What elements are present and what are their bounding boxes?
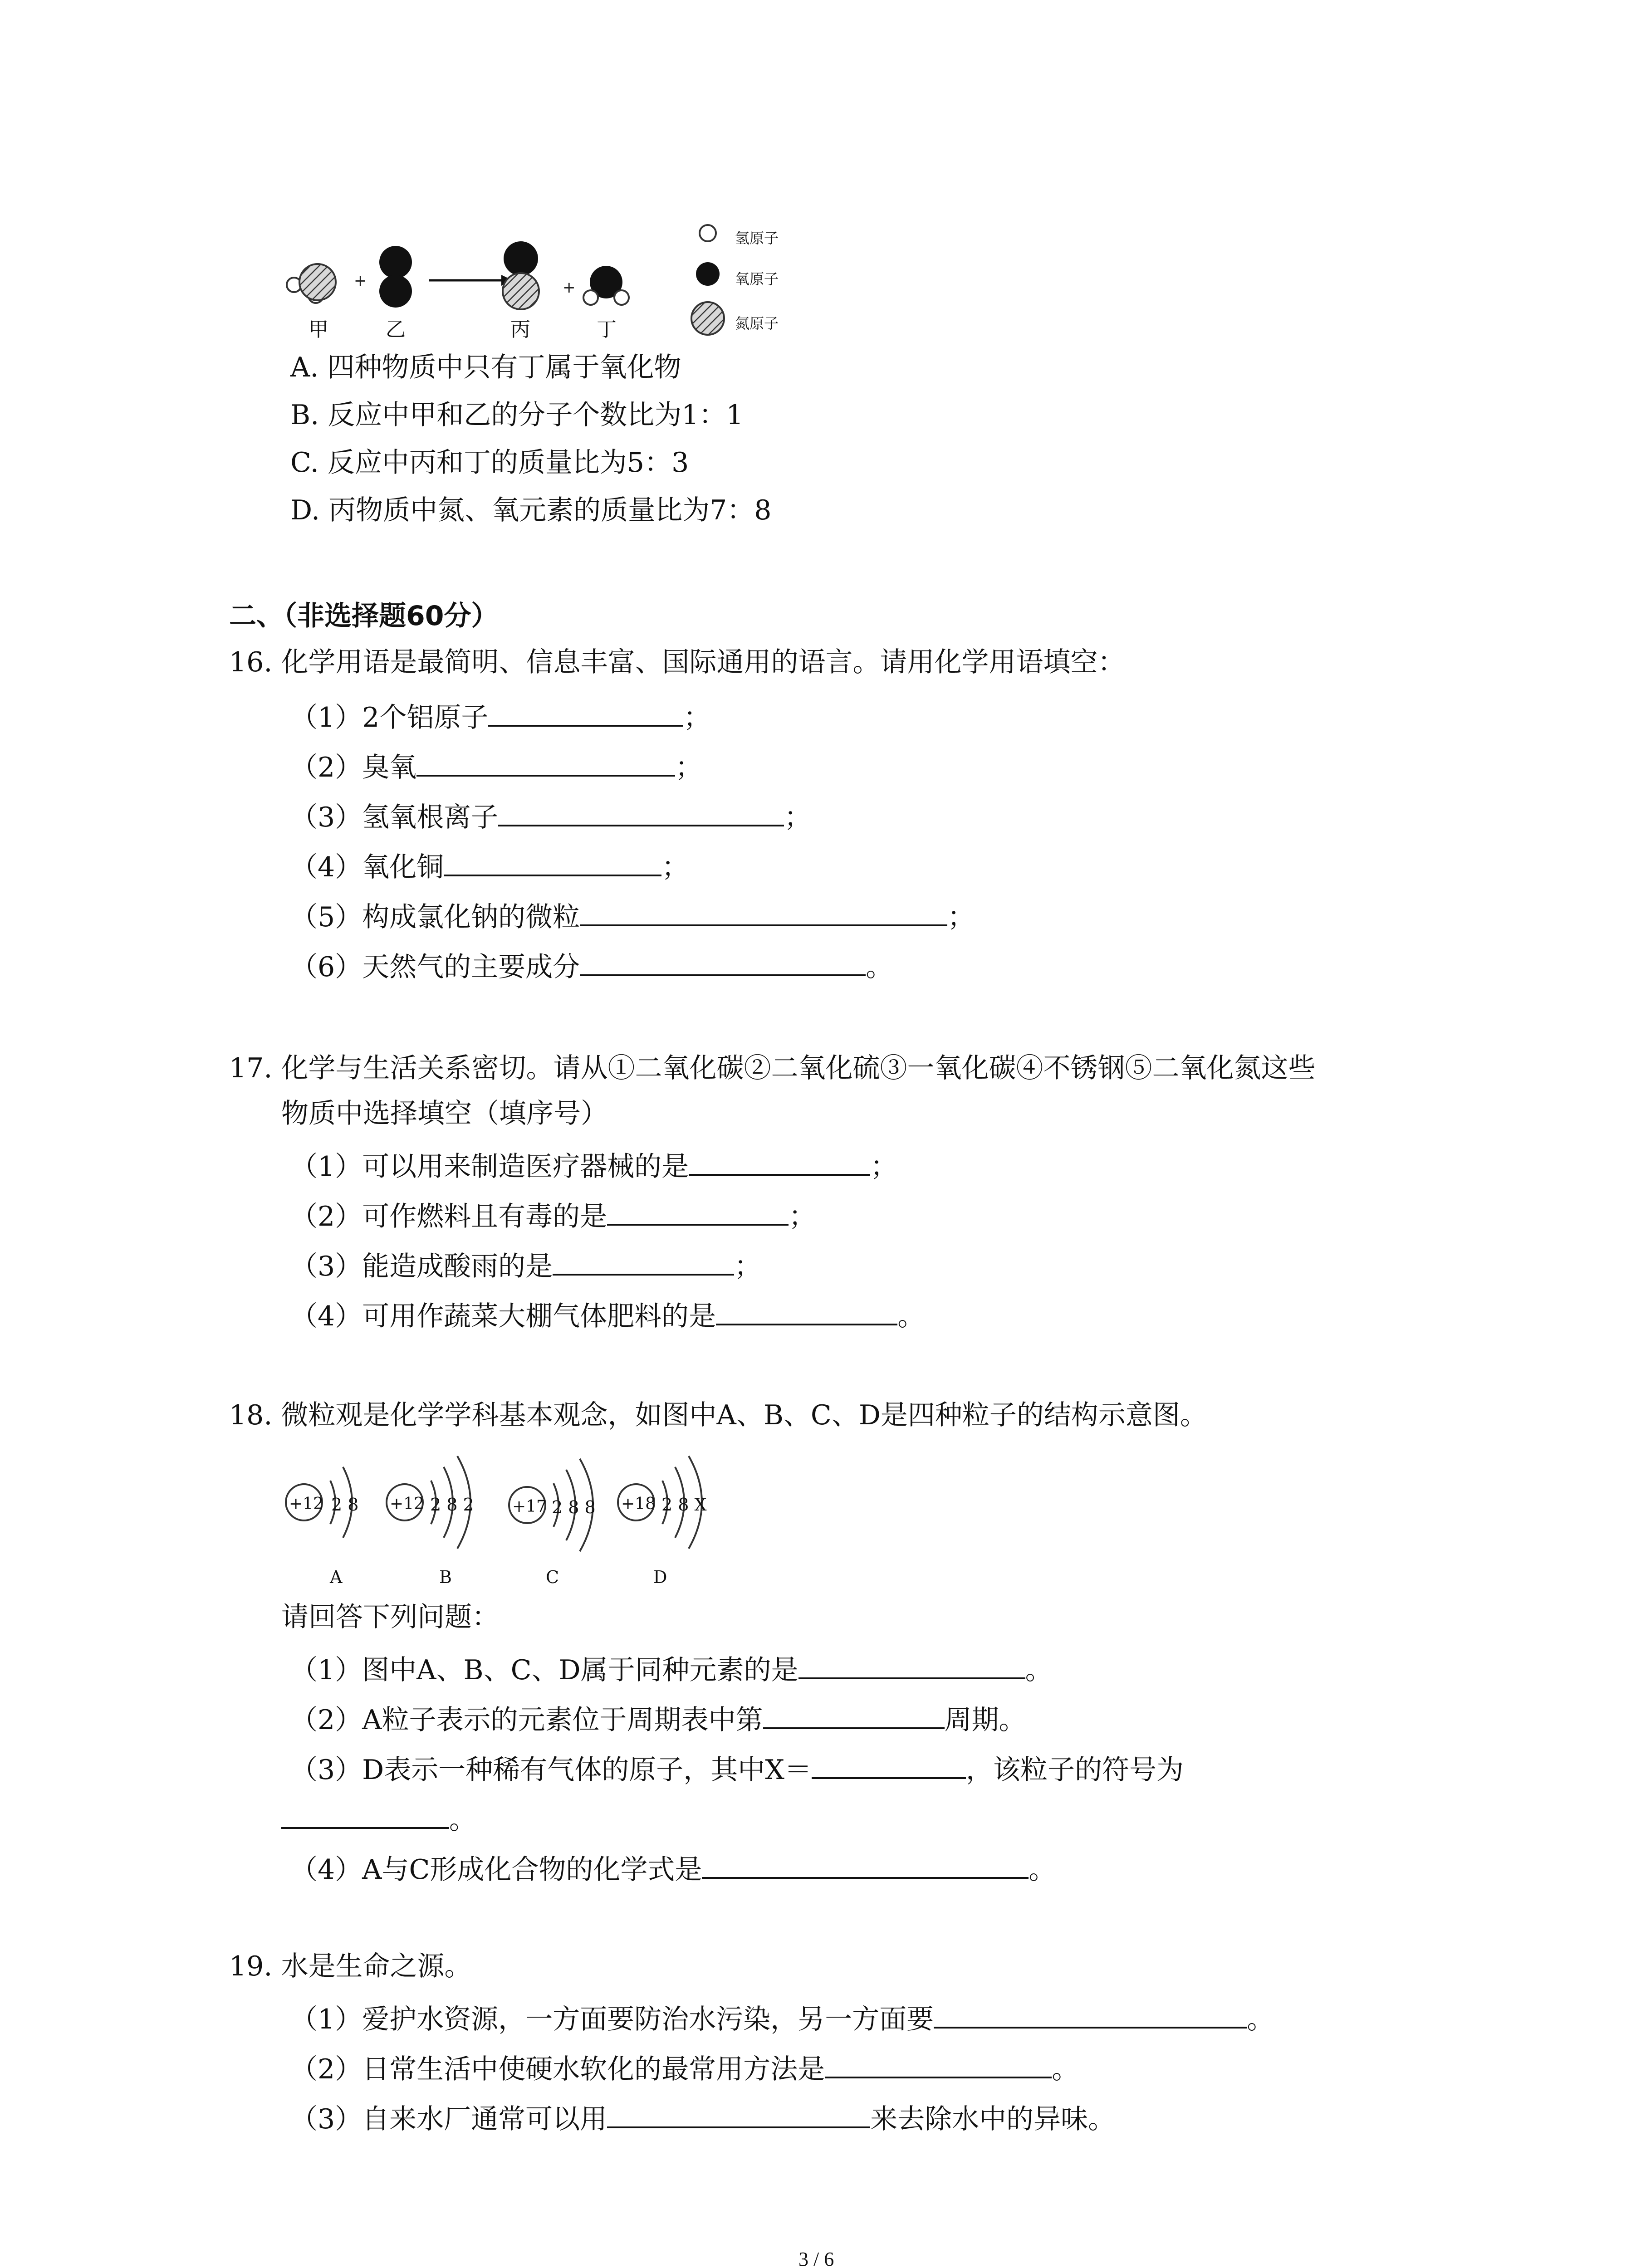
q16-stem: 16. 化学用语是最简明、信息丰富、国际通用的语言。请用化学用语填空：	[229, 646, 1125, 678]
q19-item-3-label: （3）自来水厂通常可以用	[290, 2103, 607, 2135]
particle-a-name: A	[330, 1567, 343, 1587]
q17-stem-line1: 17. 化学与生活关系密切。请从①二氧化碳②二氧化硫③一氧化碳④不锈钢⑤二氧化氮这些	[229, 1052, 1316, 1084]
option-a: A. 四种物质中只有丁属于氧化物	[290, 352, 681, 383]
particle-a-nucleus: +12	[289, 1495, 323, 1513]
q18-item-3-mid: ，该粒子的符号为	[966, 1754, 1184, 1786]
q17-item-4-end: 。	[897, 1300, 925, 1332]
q18-item-3	[290, 1751, 1184, 1784]
q18-item-2-end: 周期。	[944, 1704, 1026, 1736]
molecule-yi	[379, 246, 412, 308]
particle-c-name: C	[546, 1567, 559, 1587]
q16-item-5-label: （5）构成氯化钠的微粒	[290, 901, 580, 933]
q19-item-2-label: （2）日常生活中使硬水软化的最常用方法是	[290, 2053, 825, 2085]
q16-item-5	[290, 898, 975, 931]
answer-blank[interactable]	[580, 898, 947, 926]
particle-d-name: D	[653, 1567, 667, 1587]
q17-stem-line2: 物质中选择填空（填序号）	[281, 1098, 608, 1129]
answer-blank[interactable]	[553, 1247, 734, 1276]
q17-item-4	[290, 1297, 925, 1330]
answer-blank[interactable]	[607, 1198, 789, 1226]
particle-c-shells: 2 8 8	[552, 1497, 596, 1517]
q19-item-3-end: 来去除水中的异味。	[870, 2103, 1116, 2135]
q16-item-3	[290, 798, 811, 831]
page-number: 3 / 6	[798, 2248, 834, 2268]
q19-item-2	[290, 2050, 1079, 2083]
answer-blank[interactable]	[934, 2000, 1247, 2028]
q16-item-1	[290, 699, 710, 731]
answer-blank[interactable]	[416, 748, 675, 777]
q18-item-3-label: （3）D表示一种稀有气体的原子，其中X＝	[290, 1754, 812, 1786]
q19-item-1-label: （1）爱护水资源，一方面要防治水污染，另一方面要	[290, 2004, 934, 2035]
particle-b-nucleus: +12	[390, 1495, 424, 1513]
q18-stem: 18. 微粒观是化学学科基本观念，如图中A、B、C、D是四种粒子的结构示意图。	[229, 1399, 1207, 1431]
answer-blank[interactable]	[488, 699, 683, 727]
q16-item-6-end: 。	[866, 951, 893, 983]
q19-item-2-end: 。	[1052, 2053, 1079, 2085]
q19-item-3	[290, 2100, 1115, 2133]
q18-prompt: 请回答下列问题：	[281, 1601, 499, 1633]
q16-item-6-label: （6）天然气的主要成分	[290, 951, 580, 983]
q18-item-1-end: 。	[1025, 1654, 1053, 1686]
label-ding: 丁	[597, 318, 617, 341]
legend-icons	[691, 225, 724, 335]
legend-oxygen: 氧原子	[735, 270, 779, 288]
label-jia: 甲	[309, 318, 328, 341]
q17-item-1-label: （1）可以用来制造医疗器械的是	[290, 1151, 689, 1183]
q18-item-2	[290, 1701, 1026, 1734]
plus-sign: +	[354, 272, 367, 290]
q17-item-3-label: （3）能造成酸雨的是	[290, 1251, 553, 1282]
section-title: 二、（非选择题60分）	[229, 600, 499, 632]
answer-blank[interactable]	[702, 1851, 1029, 1879]
particle-d-shells: 2 8 X	[661, 1495, 707, 1515]
answer-blank[interactable]	[825, 2050, 1052, 2078]
q16-item-2-label: （2）臭氧	[290, 752, 417, 783]
molecule-jia	[287, 264, 336, 303]
option-d: D. 丙物质中氮、氧元素的质量比为7：8	[290, 494, 772, 526]
answer-blank[interactable]	[498, 798, 784, 826]
q16-item-1-end: ；	[683, 702, 711, 733]
q16-item-5-end: ；	[947, 901, 975, 933]
atomic-structure-svg	[272, 1442, 771, 1606]
particle-a-shells: 2 8	[331, 1495, 359, 1515]
answer-blank[interactable]	[763, 1701, 945, 1729]
q16-item-3-end: ；	[784, 802, 812, 833]
particle-b-name: B	[439, 1567, 452, 1587]
q16-item-1-label: （1）2个铝原子	[290, 702, 489, 733]
answer-blank[interactable]	[580, 948, 866, 976]
q19-item-1-end: 。	[1247, 2004, 1274, 2035]
answer-blank[interactable]	[281, 1801, 449, 1829]
q18-item-3-end: 。	[449, 1804, 476, 1836]
option-b: B. 反应中甲和乙的分子个数比为1：1	[290, 399, 744, 431]
particle-c-nucleus: +17	[512, 1497, 547, 1516]
molecule-bing	[503, 241, 539, 309]
q16-item-3-label: （3）氢氧根离子	[290, 802, 499, 833]
legend-nitrogen: 氮原子	[735, 315, 779, 332]
particle-d-nucleus: +18	[621, 1495, 656, 1513]
q17-item-2-end: ；	[789, 1201, 816, 1232]
answer-blank[interactable]	[689, 1148, 870, 1176]
q18-item-4	[290, 1851, 1056, 1886]
q18-item-1-label: （1）图中A、B、C、D属于同种元素的是	[290, 1654, 798, 1686]
q19-item-1	[290, 2000, 1274, 2033]
option-c: C. 反应中丙和丁的质量比为5：3	[290, 447, 689, 479]
atomic-structure-diagram	[272, 1442, 771, 1606]
q16-item-2	[290, 748, 702, 781]
answer-blank[interactable]	[798, 1651, 1025, 1679]
q16-item-6	[290, 948, 893, 981]
q18-item-4-end: 。	[1029, 1854, 1056, 1886]
q18-item-1	[290, 1651, 1053, 1684]
answer-blank[interactable]	[716, 1297, 897, 1325]
molecule-ding	[583, 266, 629, 305]
q17-item-2	[290, 1198, 816, 1230]
q17-item-1-end: ；	[870, 1151, 898, 1183]
q18-item-3-cont	[281, 1801, 476, 1836]
q16-item-4-end: ；	[661, 851, 689, 883]
q18-item-2-label: （2）A粒子表示的元素位于周期表中第	[290, 1704, 763, 1736]
q18-item-4-label: （4）A与C形成化合物的化学式是	[290, 1854, 702, 1886]
q19-stem: 19. 水是生命之源。	[229, 1950, 472, 1982]
answer-blank[interactable]	[812, 1751, 966, 1779]
q17-item-3-end: ；	[734, 1251, 762, 1282]
label-bing: 丙	[510, 318, 530, 341]
particle-b-shells: 2 8 2	[430, 1495, 474, 1515]
q17-item-1	[290, 1148, 898, 1183]
q16-item-2-end: ；	[675, 752, 703, 783]
q16-item-4-label: （4）氧化铜	[290, 851, 444, 883]
plus-sign: +	[563, 279, 576, 297]
q17-item-3	[290, 1247, 761, 1280]
answer-blank[interactable]	[444, 848, 661, 876]
label-yi: 乙	[386, 318, 406, 341]
q17-item-4-label: （4）可用作蔬菜大棚气体肥料的是	[290, 1300, 716, 1332]
answer-blank[interactable]	[607, 2100, 870, 2128]
q16-item-4	[290, 848, 689, 881]
q17-item-2-label: （2）可作燃料且有毒的是	[290, 1201, 607, 1232]
legend-hydrogen: 氢原子	[735, 230, 779, 247]
